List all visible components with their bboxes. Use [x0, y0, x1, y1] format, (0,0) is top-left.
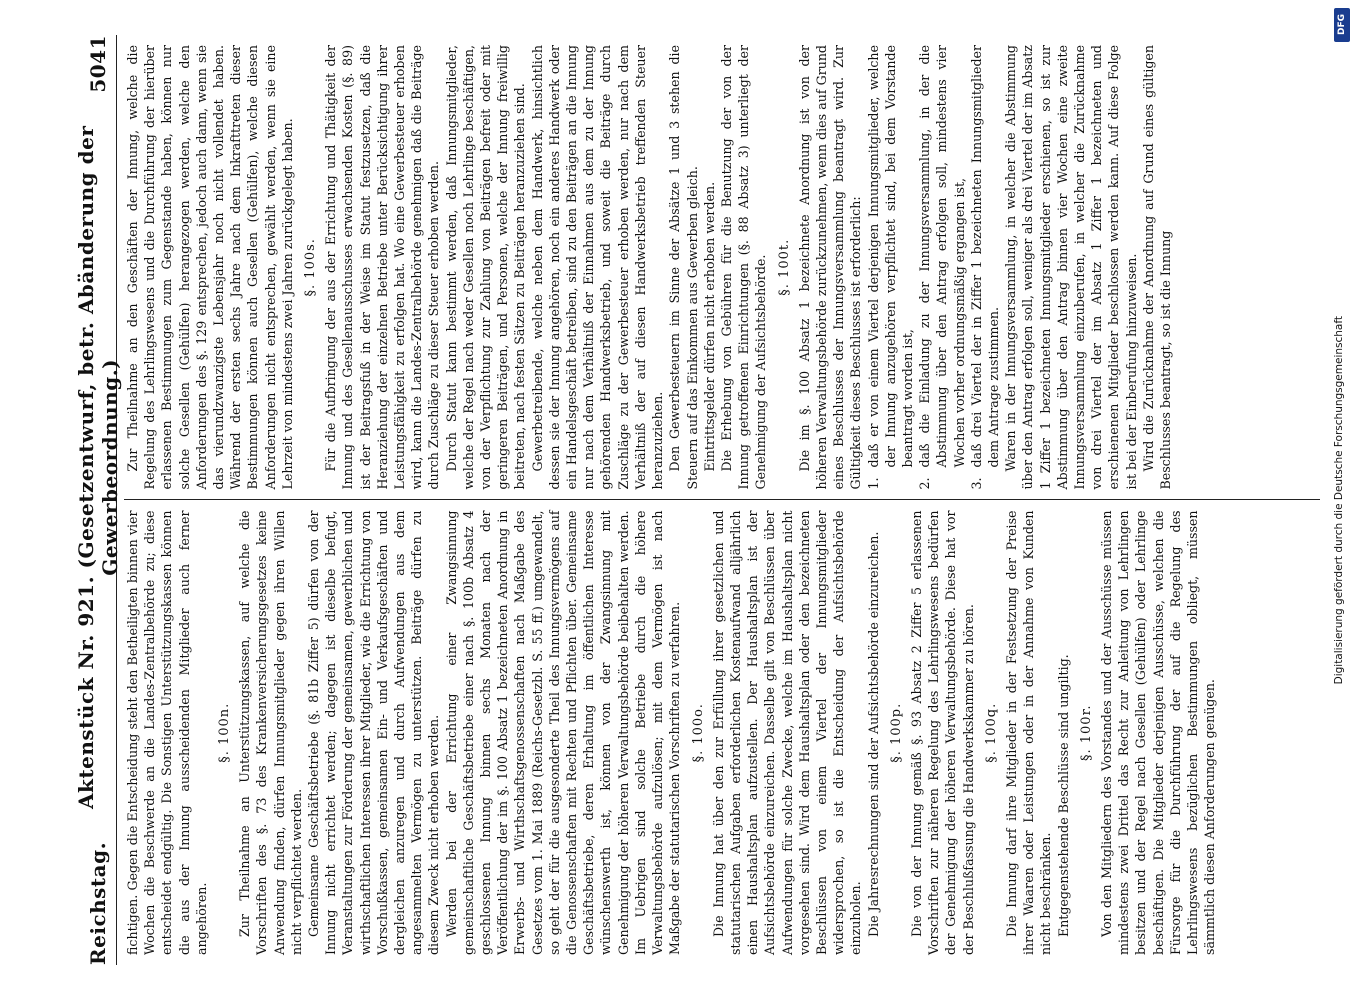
- paragraph: Gewerbetreibende, welche neben dem Handwerk, hinsichtlich dessen sie der Innung angehören, noch ein anderes Handwerk oder ein Handelsgeschäft betreiben, sind zu den Beiträgen an die Innung nur nach dem Verhältniß der Einnahmen aus dem zu der Innung gehörenden Handwerksbetrieb, und soweit die Beiträge durch Zuschläge zu der Gewerbesteuer erhoben werden, nur nach dem Verhältniß der auf diesen Handwerksbetrieb treffenden Steuer heranzuziehen.: [529, 45, 666, 490]
- header-left: Reichstag.: [86, 841, 110, 965]
- paragraph: Gemeinsame Geschäftsbetriebe (§. 81b Ziffer 5) dürfen von der Innung nicht errichtet werden; dagegen ist dieselbe befugt, Veranstaltungen zur Förderung der gemeinsamen, gewerblichen und wirthschaftlichen Interessen ihrer Mitglieder, wie die Errichtung von Vorschußkassen, gemeinsamen Ein- und Verkaufsgeschäften und dergleichen anzuregen und durch Aufwendungen aus dem angesammelten Vermögen zu unterstützen. Beiträge dürfen zu diesem Zweck nicht erhoben werden.: [306, 510, 442, 955]
- header-title: Aktenstück Nr. 921. (Gesetzentwurf, betr. Abänderung der Gewerbeordnung.): [74, 125, 122, 809]
- paragraph: Die Innung darf ihre Mitglieder in der Festsetzung der Preise ihrer Waaren oder Leistungen oder in der Annahme von Kunden nicht beschränken.: [1003, 510, 1054, 955]
- digitization-note-text: Digitalisierung gefördert durch die Deutsche Forschungsgemeinschaft: [1333, 315, 1345, 685]
- list-number: 3.: [968, 477, 984, 490]
- paragraph: Die im §. 100 Absatz 1 bezeichnete Anordnung ist von der höheren Verwaltungsbehörde zurückzunehmen, wenn dies auf Grund eines Beschlusses der Innungsversammlung beantragt wird. Zur Gültigkeit dieses Beschlusses ist erforderlich:: [796, 45, 864, 490]
- paragraph: Eintrittsgelder dürfen nicht erhoben werden.: [701, 181, 717, 472]
- paragraph: Zur Theilnahme an Unterstützungskassen, auf welche die Vorschriften des §. 73 des Krankenversicherungsgesetzes keine Anwendung finden, dürfen Innungsmitglieder gegen ihren Willen nicht verpflichtet werden.: [237, 510, 304, 955]
- paragraph: Für die Aufbringung der aus der Errichtung und Thätigkeit der Innung und des Gesellenausschusses erwachsenden Kosten (§. 89) ist der Beitragsfuß in der Weise im Statut festzusetzen, daß die Heranziehung der einzelnen Betriebe unter Berücksichtigung ihrer Leistungsfähigkeit zu erfolgen hat. Wo eine Gewerbesteuer erhoben wird, kann die Landes-Zentralbehörde genehmigen daß die Beiträge durch Zuschläge zu dieser Steuer erhoben werden.: [323, 45, 442, 490]
- paragraph: Die Jahresrechnungen sind der Aufsichtsbehörde einzureichen.: [865, 531, 881, 937]
- paragraph: Die Erhebung von Gebühren für die Benutzung der von der Innung getroffenen Einrichtungen (§. 88 Absatz 3) unterliegt der Genehmigung der Aufsichtsbehörde.: [718, 45, 769, 490]
- right-column: [124, 35, 1320, 500]
- paragraph: Den Gewerbesteuern im Sinne der Absätze 1 und 3 stehen die Steuern auf das Einkommen aus Gewerben gleich.: [667, 45, 700, 490]
- paragraph: Die Innung hat über den zur Erfüllung ihrer gesetzlichen und statutarischen Aufgaben erforderlichen Kostenaufwand alljährlich einen Haushaltsplan aufzustellen. Der Haushaltsplan ist der Aufsichtsbehörde einzureichen. Dasselbe gilt von Beschlüssen über Aufwendungen für solche Zwecke, welche im Haushaltsplan nicht vorgesehen sind. Wird dem Haushaltsplan oder den bezeichneten Beschlüssen von einem Viertel der Innungsmitglieder widersprochen, so ist die Entscheidung der Aufsichtsbehörde einzuholen.: [710, 510, 864, 955]
- section-heading: §. 100o.: [690, 703, 706, 763]
- section-heading: §. 100p.: [888, 702, 904, 763]
- paragraph: Die von der Innung gemäß §. 93 Absatz 2 Ziffer 5 erlassenen Vorschriften zur näheren Regelung des Lehrlingswesens bedürfen der Genehmigung der höheren Verwaltungsbehörde. Diese hat vor der Beschlußfassung die Handwerkskammer zu hören.: [908, 510, 976, 955]
- list-item: [865, 45, 917, 490]
- paragraph: Wird die Zurücknahme der Anordnung auf Grund eines gültigen Beschlusses beantragt, so ist die Innung: [1140, 45, 1173, 490]
- logo-text: DFG: [1337, 14, 1347, 36]
- page-header: [74, 35, 122, 965]
- numbered-list: [865, 45, 1003, 490]
- paragraph: Werden bei der Errichtung einer Zwangsinnung gemeinschaftliche Geschäftsbetriebe einer nach §. 100b Absatz 4 geschlossenen Innung binnen sechs Monaten nach der Veröffentlichung der im §. 100 Absatz 1 bezeichneten Anordnung in Erwerbs- und Wirthschaftsgenossenschaften nach Maßgabe des Gesetzes vom 1. Mai 1889 (Reichs-Gesetzbl. S. 55 ff.) umgewandelt, so geht der für die ausgesonderte Theil des Innungsvermögens auf die Genossenschaften mit Rechten und Pflichten über. Gemeinsame Geschäftsbetriebe, deren Erhaltung im öffentlichen Interesse wünschenswerth ist, können von der Zwangsinnung mit Genehmigung der höheren Verwaltungsbehörde beibehalten werden. Im Uebrigen sind solche Betriebe durch die höhere Verwaltungsbehörde aufzulösen; mit dem Vermögen ist nach Maßgabe der statutarischen Vorschriften zu verfahren.: [443, 510, 683, 955]
- section-heading: §. 100q.: [983, 702, 999, 763]
- list-item: [916, 45, 968, 490]
- paragraph: Von den Mitgliedern des Vorstandes und der Ausschüsse müssen mindestens zwei Drittel das Recht zur Anleitung von Lehrlingen besitzen und der Regel nach Gesellen (Gehülfen) oder Lehrlinge beschäftigen. Die Mitglieder derjenigen Ausschüsse, welchen die Fürsorge für die Durchführung der auf die Regelung des Lehrlingswesens bezüglichen Bestimmungen obliegt, müssen sämmtlich diesen Anforderungen genügen.: [1098, 510, 1218, 955]
- section-heading: §. 100n.: [217, 702, 233, 763]
- list-text: daß die Einladung zu der Innungsversammlung, in der die Abstimmung über den Antrag erfolgen soll, mindestens vier Wochen vorher ordnungsmäßig ergangen ist,: [917, 45, 967, 468]
- paragraph: Zur Theilnahme an den Geschäften der Innung, welche die Regelung des Lehrlingswesens und die Durchführung der hierüber erlassenen Bestimmungen zum Gegenstande haben, können nur solche Gesellen (Gehülfen) herangezogen werden, welche den Anforderungen des §. 129 entsprechen, jedoch auch dann, wenn sie das vierundzwanzigste Lebensjahr noch nicht vollendet haben. Während der ersten sechs Jahre nach dem Inkrafttreten dieser Bestimmungen können auch Gesellen (Gehülfen), welche diesen Anforderungen nicht entsprechen, gewählt werden, wenn sie eine Lehrzeit von mindestens zwei Jahren zurückgelegt haben.: [125, 45, 295, 490]
- list-item: [968, 45, 1002, 490]
- section-heading: §. 100r.: [1078, 704, 1094, 761]
- text-columns: [124, 35, 1320, 965]
- list-text: daß er von einem Viertel derjenigen Innungsmitglieder, welche der Innung anzugehören verpflichtet sind, bei dem Vorstande beantragt worden ist,: [865, 45, 915, 468]
- paragraph: Durch Statut kann bestimmt werden, daß Innungsmitglieder, welche der Regel nach weder Gesellen noch Lehrlinge beschäftigen, von der Verpflichtung zur Zahlung von Beiträgen befreit oder mit geringeren Beiträgen, und Personen, welche der Innung freiwillig beitreten, nach festen Sätzen zu Beiträgen heranzuziehen sind.: [443, 45, 528, 490]
- list-number: 1.: [865, 477, 881, 490]
- paragraph: fichtigen. Gegen die Entscheidung steht den Betheiligten binnen vier Wochen die Beschwerde an die Landes-Zentralbehörde zu; diese entscheidet endgültig. Die Sonstigen Unterstützungskassen können die aus der Innung ausscheidenden Mitglieder auch ferner angehören.: [125, 510, 209, 955]
- paragraph: Entgegenstehende Beschlüsse sind ungiltig.: [1055, 654, 1071, 937]
- list-number: 2.: [917, 477, 933, 490]
- digitization-note: [1329, 0, 1349, 1000]
- paragraph: Waren in der Innungsversammlung, in welcher die Abstimmung über den Antrag erfolgen soll, weniger als drei Viertel der im Absatz 1 Ziffer 1 bezeichneten Innungsmitglieder erschienen, so ist zur Abstimmung über den Antrag binnen vier Wochen eine zweite Innungsversammlung einzuberufen, in welcher die Zurücknahme von drei Viertel der im Absatz 1 Ziffer 1 bezeichneten und erschienenen Mitglieder beschlossen werden kann. Auf diese Folge ist bei der Einberufung hinzuweisen.: [1003, 45, 1139, 490]
- rotated-document-page: [74, 35, 1320, 965]
- list-text: daß drei Viertel der in Ziffer 1 bezeichneten Innungsmitglieder dem Antrage zustimmen.: [968, 45, 1001, 468]
- page-number: 5041: [86, 35, 110, 93]
- left-column: [124, 500, 1320, 966]
- section-heading: §. 100t.: [776, 238, 792, 296]
- section-heading: §. 100s.: [303, 238, 319, 297]
